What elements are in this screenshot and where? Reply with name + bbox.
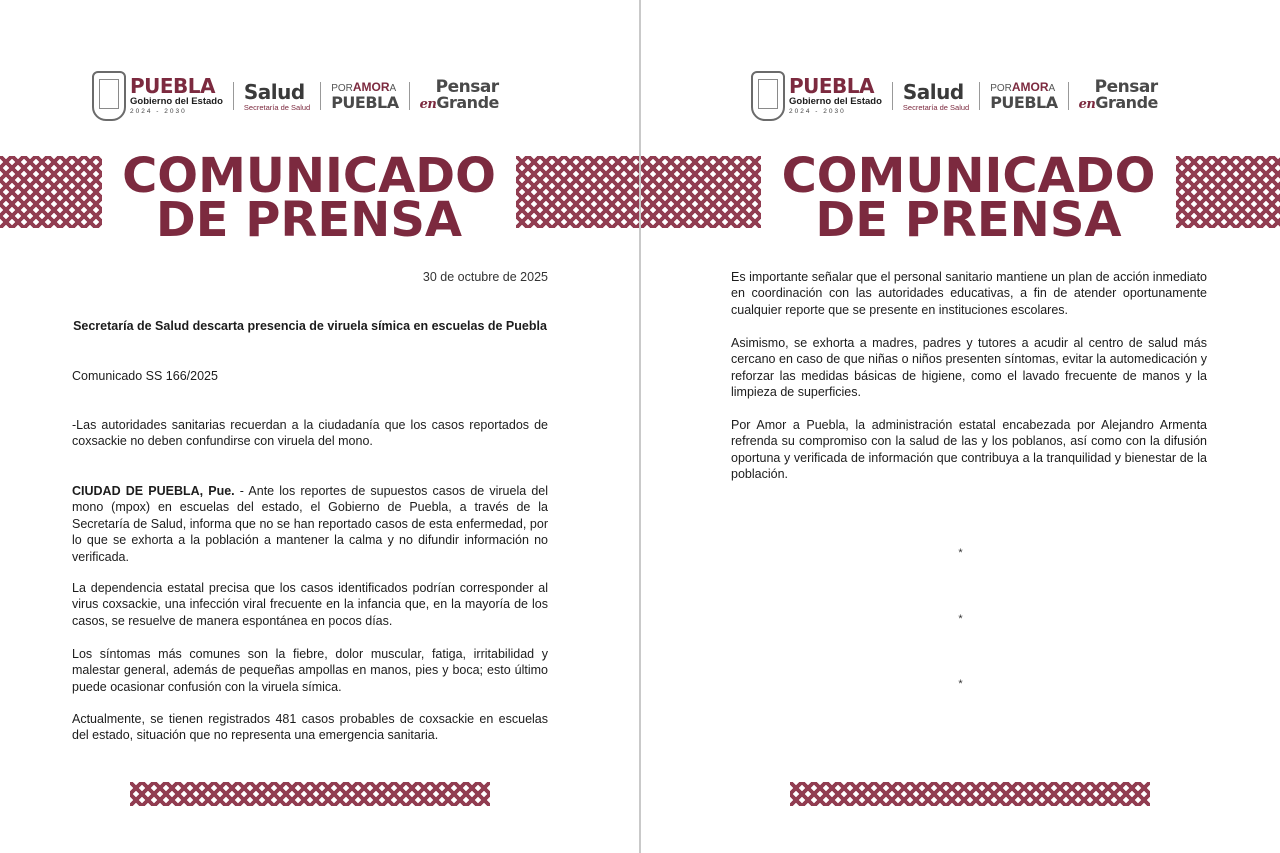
release-date: 30 de octubre de 2025 <box>422 270 548 284</box>
dateline: CIUDAD DE PUEBLA, Pue. <box>72 484 235 498</box>
por-amor-a-puebla-logo <box>331 81 398 111</box>
puebla-logo <box>130 76 223 116</box>
body-paragraph-4: Actualmente, se tienen registrados 481 casos probables de coxsackie en escuelas del estado, situación que no representa una emergencia sanitaria. <box>72 712 548 743</box>
decorative-pattern-left <box>641 156 761 228</box>
logo-divider <box>320 82 321 110</box>
puebla-logo-word: PUEBLA <box>789 74 875 98</box>
body-paragraph-1-text: - Ante los reportes de supuestos casos de viruela del mono (mpox) en escuelas del estado, el Gobierno de Puebla, a través de la Secretaría de Salud, informa que no se han reportado casos de esta enfermedad, por lo que se exhorta a la población a mantener la calma y no difundir información no verificada. <box>72 484 549 564</box>
salud-logo-sub: Secretaría de Salud <box>902 102 970 112</box>
separator-asterisk: * <box>958 547 963 559</box>
lead-paragraph: -Las autoridades sanitarias recuerdan a la ciudadanía que los casos reportados de coxsackie no deben confundirse con viruela del mono. <box>72 418 548 449</box>
amor-puebla-word: PUEBLA <box>990 93 1058 112</box>
state-seal-icon <box>751 71 785 121</box>
header-logos <box>92 68 499 124</box>
headline-line-1: COMUNICADO <box>122 148 496 204</box>
pensar-word: Pensar <box>1094 77 1158 97</box>
por-amor-line: PORAMORA <box>990 80 1056 94</box>
puebla-logo-word: PUEBLA <box>130 74 216 98</box>
salud-logo <box>903 81 969 112</box>
release-title: Secretaría de Salud descarta presencia de viruela símica en escuelas de Puebla <box>73 319 547 333</box>
logo-divider <box>979 82 980 110</box>
logo-divider <box>409 82 410 110</box>
salud-logo-word: Salud <box>902 79 964 104</box>
decorative-pattern-left <box>0 156 102 228</box>
decorative-pattern-right <box>516 156 639 228</box>
headline-line-2: DE PRENSA <box>815 192 1122 248</box>
decorative-pattern-footer <box>130 782 490 806</box>
body-paragraph-5: Es importante señalar que el personal sanitario mantiene un plan de acción inmediato en coordinación con las autoridades educativas, a fin de atender oportunamente cualquier reporte que se presente en instituciones escolares. <box>731 270 1207 317</box>
decorative-pattern-footer <box>790 782 1150 806</box>
separator-asterisk: * <box>958 678 963 690</box>
headline <box>761 148 1176 248</box>
en-grande-line: enGrande <box>1078 93 1158 112</box>
logo-divider <box>892 82 893 110</box>
headline-line-2: DE PRENSA <box>155 192 463 248</box>
state-seal-icon <box>92 71 126 121</box>
body-paragraph-2: La dependencia estatal precisa que los casos identificados podrían corresponder al virus coxsackie, una infección viral frecuente en la infancia que, en la mayoría de los casos, se resuelve de manera espontánea en pocos días. <box>72 581 548 628</box>
logo-divider <box>233 82 234 110</box>
pensar-en-grande-logo <box>1079 79 1158 113</box>
puebla-logo-years: 2024 - 2030 <box>130 108 187 115</box>
puebla-logo-sub: Gobierno del Estado <box>789 96 882 107</box>
pensar-word: Pensar <box>435 77 499 97</box>
logo-divider <box>1068 82 1069 110</box>
press-release-page-1 <box>0 0 639 853</box>
puebla-logo-sub: Gobierno del Estado <box>130 96 223 107</box>
salud-logo-sub: Secretaría de Salud <box>243 102 311 112</box>
por-amor-line: PORAMORA <box>331 80 397 94</box>
salud-logo <box>244 81 310 112</box>
release-number: Comunicado SS 166/2025 <box>72 369 218 383</box>
en-grande-line: enGrande <box>419 93 499 112</box>
body-paragraph-6: Asimismo, se exhorta a madres, padres y tutores a acudir al centro de salud más cercano en caso de que niñas o niños presenten síntomas, evitar la automedicación y reforzar las medidas básicas de higiene, como el lavado frecuente de manos y la limpieza de superficies. <box>731 336 1207 400</box>
decorative-pattern-right <box>1176 156 1280 228</box>
press-release-page-2 <box>641 0 1280 853</box>
body-paragraph-7: Por Amor a Puebla, la administración estatal encabezada por Alejandro Armenta refrenda su compromiso con la salud de las y los poblanos, así como con la difusión oportuna y verificada de información que contribuya a la tranquilidad y bienestar de la población. <box>731 418 1207 482</box>
amor-puebla-word: PUEBLA <box>331 93 399 112</box>
por-amor-a-puebla-logo <box>990 81 1057 111</box>
headline <box>102 148 516 248</box>
body-paragraph-1 <box>72 483 548 565</box>
puebla-logo-years: 2024 - 2030 <box>789 108 846 115</box>
puebla-logo <box>789 76 882 116</box>
headline-line-1: COMUNICADO <box>781 148 1156 204</box>
salud-logo-word: Salud <box>243 79 305 104</box>
body-paragraph-3: Los síntomas más comunes son la fiebre, dolor muscular, fatiga, irritabilidad y malestar general, además de pequeñas ampollas en manos, pies y boca; esto último puede ocasionar confusión con la viruela símica. <box>72 647 548 694</box>
pensar-en-grande-logo <box>420 79 499 113</box>
header-logos <box>751 68 1158 124</box>
separator-asterisk: * <box>958 613 963 625</box>
